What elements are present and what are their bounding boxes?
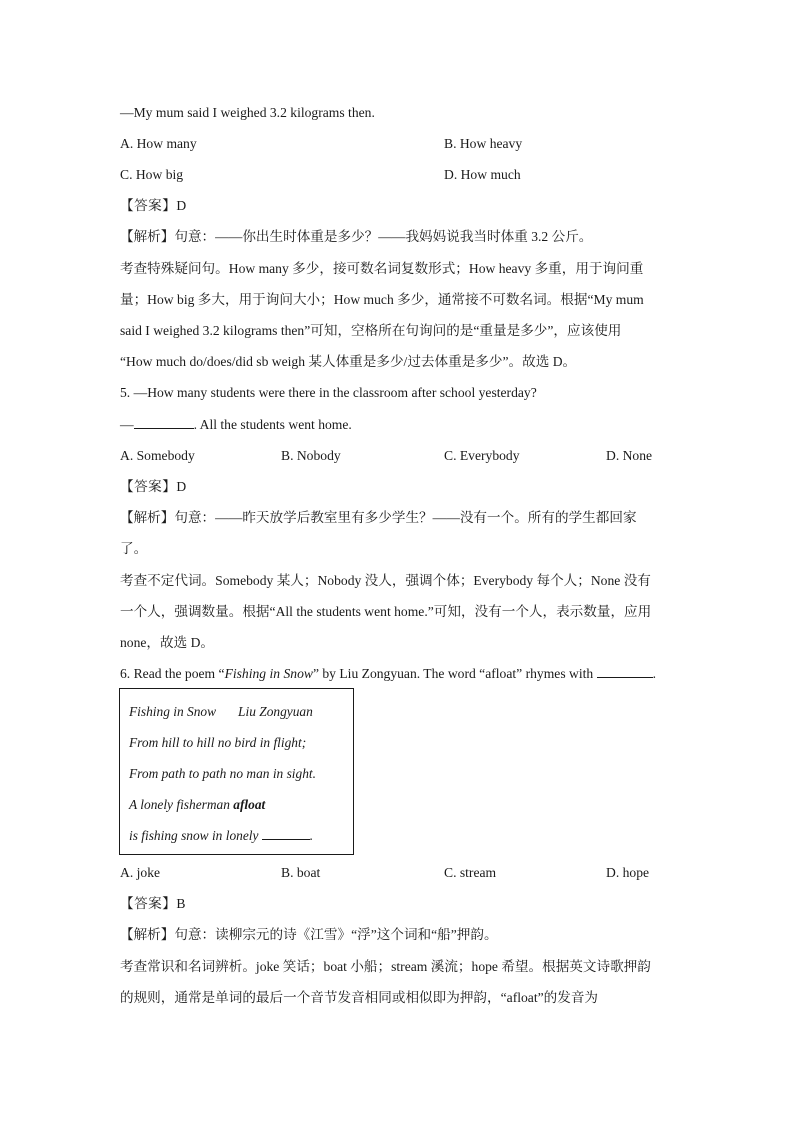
q6-option-a: A. joke — [120, 865, 161, 880]
q6-question — [120, 665, 656, 683]
q6-answer: 【答案】B — [120, 896, 186, 911]
q5-option-c: C. Everybody — [444, 448, 520, 463]
q5-option-b: B. Nobody — [281, 448, 341, 463]
q6-analysis-line: 【解析】句意：读柳宗元的诗《江雪》“浮”这个词和“船”押韵。 — [120, 927, 498, 942]
q6-poem-title-ref: Fishing in Snow — [224, 666, 313, 681]
q4-option-a: A. How many — [120, 136, 197, 151]
poem-box — [119, 688, 354, 855]
q6-analysis-line: 的规则，通常是单词的最后一个音节发音相同或相似即为押韵，“afloat”的发音为 — [120, 990, 599, 1005]
poem-blank — [262, 827, 310, 840]
q5-reply — [120, 416, 352, 434]
q5-analysis-line: 一个人，强调数量。根据“All the students went home.”可知，没有一个人，表示数量，应用 — [120, 604, 652, 619]
q5-analysis-line: 考查不定代词。Somebody 某人；Nobody 没人，强调个体；Everybody 每个人；None 没有 — [120, 573, 651, 588]
poem-keyword-afloat: afloat — [233, 797, 266, 812]
q4-analysis-line: 【解析】句意：——你出生时体重是多少？——我妈妈说我当时体重 3.2 公斤。 — [120, 229, 593, 244]
q4-analysis-line: said I weighed 3.2 kilograms then”可知，空格所在句询问的是“重量是多少”，应该使用 — [120, 323, 622, 338]
poem-line-2: From path to path no man in sight. — [129, 766, 316, 781]
q5-option-a: A. Somebody — [120, 448, 195, 463]
poem-author: Liu Zongyuan — [238, 704, 313, 719]
q6-option-d: D. hope — [606, 865, 650, 880]
poem-line-4 — [129, 827, 313, 845]
poem-line-4-text: is fishing snow in lonely — [129, 828, 262, 843]
q5-reply-suffix: . All the students went home. — [193, 417, 352, 432]
q5-answer-blank — [134, 416, 194, 429]
q6-question-end: . — [652, 666, 656, 681]
q4-analysis-line: “How much do/does/did sb weigh 某人体重是多少/过去体重是多少”。故选 D。 — [120, 354, 577, 369]
q5-analysis-line: 【解析】句意：——昨天放学后教室里有多少学生？——没有一个。所有的学生都回家 — [120, 510, 637, 525]
q5-analysis-line: none，故选 D。 — [120, 635, 215, 650]
q5-option-d: D. None — [606, 448, 653, 463]
q6-option-c: C. stream — [444, 865, 497, 880]
q4-answer: 【答案】D — [120, 198, 187, 213]
poem-line-3-text: A lonely fisherman — [129, 797, 234, 812]
poem-heading — [129, 703, 313, 721]
q5-question: 5. —How many students were there in the classroom after school yesterday? — [120, 385, 537, 400]
q6-answer-blank — [597, 665, 653, 678]
q4-analysis-line: 考查特殊疑问句。How many 多少，接可数名词复数形式；How heavy 多重，用于询问重 — [120, 261, 644, 276]
poem-line-1: From hill to hill no bird in flight; — [129, 735, 307, 750]
poem-title: Fishing in Snow — [129, 704, 217, 719]
q5-answer: 【答案】D — [120, 479, 187, 494]
q6-analysis-line: 考查常识和名词辨析。joke 笑话；boat 小船；stream 溪流；hope 希望。根据英文诗歌押韵 — [120, 959, 651, 974]
poem-line-4-end: . — [309, 828, 314, 843]
q5-analysis-line: 了。 — [120, 541, 148, 556]
poem-line-3 — [129, 796, 265, 814]
q6-option-b: B. boat — [281, 865, 321, 880]
q4-option-d: D. How much — [444, 167, 521, 182]
q4-option-b: B. How heavy — [444, 136, 523, 151]
q4-analysis-line: 量；How big 多大，用于询问大小；How much 多少，通常接不可数名词。根据“My mum — [120, 292, 644, 307]
q4-reply: —My mum said I weighed 3.2 kilograms then. — [120, 105, 375, 120]
q6-question-text: ” by Liu Zongyuan. The word “afloat” rhymes with — [312, 666, 597, 681]
q6-question-text: 6. Read the poem “ — [120, 666, 225, 681]
q5-reply-prefix: — — [120, 417, 134, 432]
q4-option-c: C. How big — [120, 167, 184, 182]
